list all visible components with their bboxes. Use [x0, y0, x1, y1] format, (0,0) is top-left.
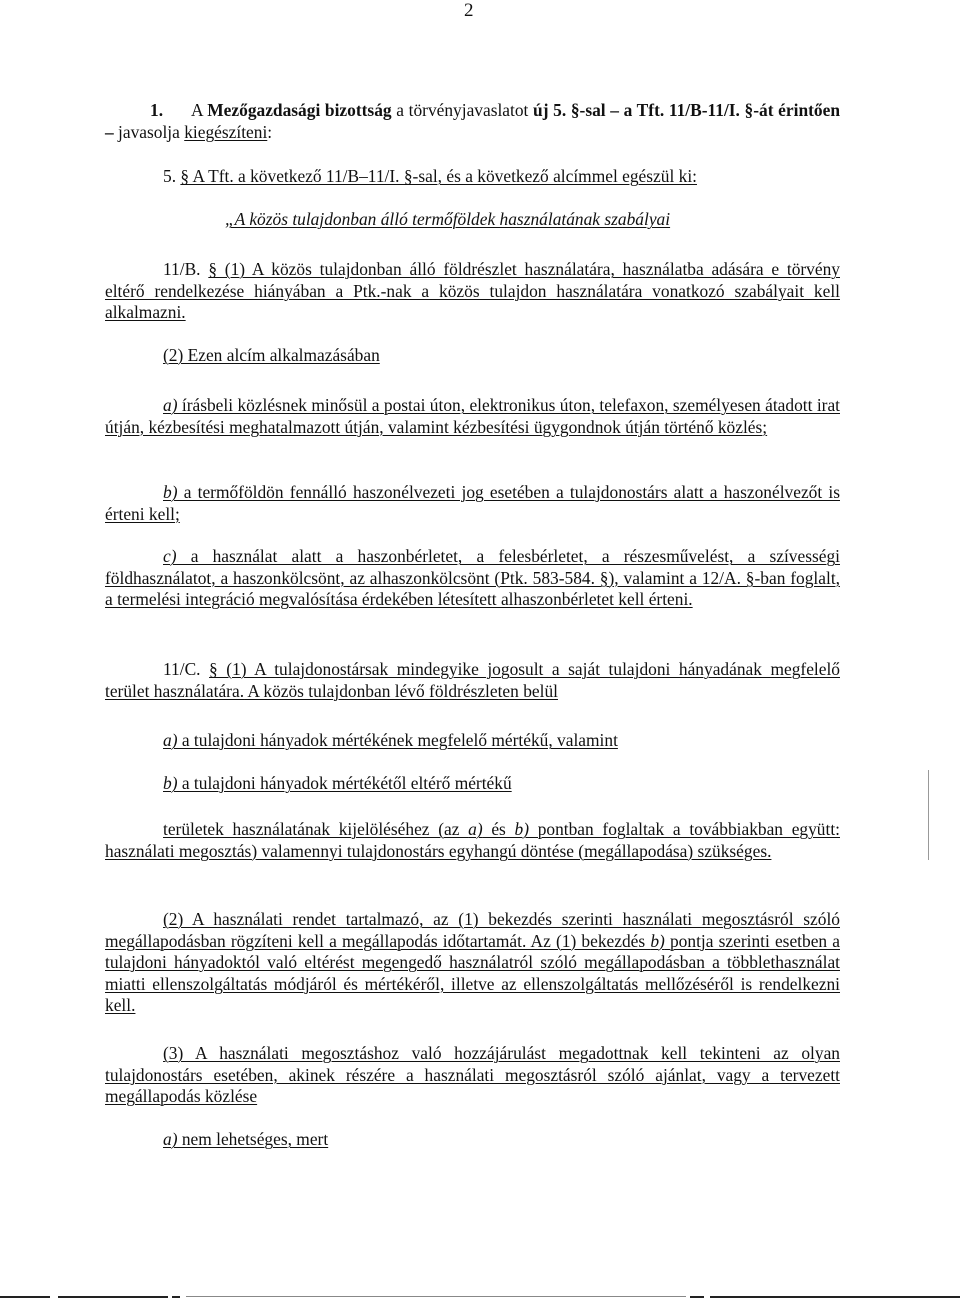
point-c: c) a használat alatt a haszonbérletet, a felesbérletet, a részesművelést, a szívességi földhasználatot, a haszonkölcsönt, az alhaszonkölcsönt (Ptk. 583-584. §), valamint a 12/A. §-ban foglalt, a termelési integráció megvalósítása érdekében létesített alhaszonbérletet kell érteni. — [105, 546, 840, 609]
footer-rule — [0, 1296, 50, 1298]
item-number: 1. — [150, 100, 164, 120]
committee-name: Mezőgazdasági bizottság — [207, 100, 392, 120]
point-a: a) írásbeli közlésnek minősül a postai úton, elektronikus úton, telefaxon, személyesen átadott irat útján, kézbesítési meghatalmazott útján, valamint kézbesítési ügygondnok útján történő közlés; — [105, 395, 840, 437]
section-11c-3: (3) A használati megosztáshoz való hozzájárulást megadottnak kell tekinteni az olyan tulajdonostárs esetében, akinek részére a használati megosztásról szóló ajánlat, vagy a tervezett megállapodás közlése — [105, 1043, 840, 1106]
section-11c-continuation: területek használatának kijelöléséhez (az a) és b) pontban foglaltak a továbbiakban együtt: használati megosztás) valamennyi tulajdonostárs egyhangú döntése (megállapodása) szükséges. — [105, 819, 840, 861]
section-11c-point-b: b) a tulajdoni hányadok mértékétől eltérő mértékű — [163, 773, 512, 793]
page-number: 2 — [464, 0, 474, 21]
footer-rule — [186, 1296, 686, 1297]
section-11b-1: 11/B. § (1) A közös tulajdonban álló földrészlet használatára, használatba adására e törvény eltérő rendelkezése hiányában a Ptk.-nak a közös tulajdon használatára vonatkozó szabályait kell alkalmazni. — [105, 259, 840, 322]
subtitle: „A közös tulajdonban álló termőföldek használatának szabályai — [225, 209, 671, 229]
footer-rule — [690, 1296, 704, 1298]
section-11c-1: 11/C. § (1) A tulajdonostársak mindegyike jogosult a saját tulajdoni hányadának megfelelő terület használatára. A közös tulajdonban lévő földrészleten belül — [105, 659, 840, 701]
footer-rule — [58, 1296, 168, 1298]
section-11b-2: (2) Ezen alcím alkalmazásában — [163, 345, 380, 365]
footer-rule — [172, 1296, 180, 1298]
footer-rule — [710, 1296, 960, 1298]
amendment-scope: új 5. §-sal – a Tft. 11/B-11/I. §-át érintően – — [105, 100, 840, 142]
section-11c-point-a: a) a tulajdoni hányadok mértékének megfelelő mértékű, valamint — [163, 730, 618, 750]
section-11c-3-point-a: a) nem lehetséges, mert — [163, 1129, 329, 1149]
amendment-item-1: 1. A Mezőgazdasági bizottság a törvényjavaslatot új 5. §-sal – a Tft. 11/B-11/I. §-át érintően – javasolja kiegészíteni: — [105, 100, 840, 142]
amendment-intro: 5. § A Tft. a következő 11/B–11/I. §-sal, és a következő alcímmel egészül ki: — [163, 166, 697, 186]
margin-mark — [928, 770, 929, 860]
section-11c-2: (2) A használati rendet tartalmazó, az (1) bekezdés szerinti használati megosztásról szóló megállapodásban rögzíteni kell a megállapodás időtartamát. Az (1) bekezdés b) pontja szerinti esetben a tulajdoni hányadoktól való eltérést megengedő használatról szóló megállapodásban a többlethasználat miatti ellenszolgáltatás módjáról és mértékéről, illetve az ellenszolgáltatás mellőzéséről is rendelkezni kell. — [105, 909, 840, 1015]
point-b: b) a termőföldön fennálló haszonélvezeti jog esetében a tulajdonostárs alatt a haszonélvezőt is érteni kell; — [105, 482, 840, 524]
